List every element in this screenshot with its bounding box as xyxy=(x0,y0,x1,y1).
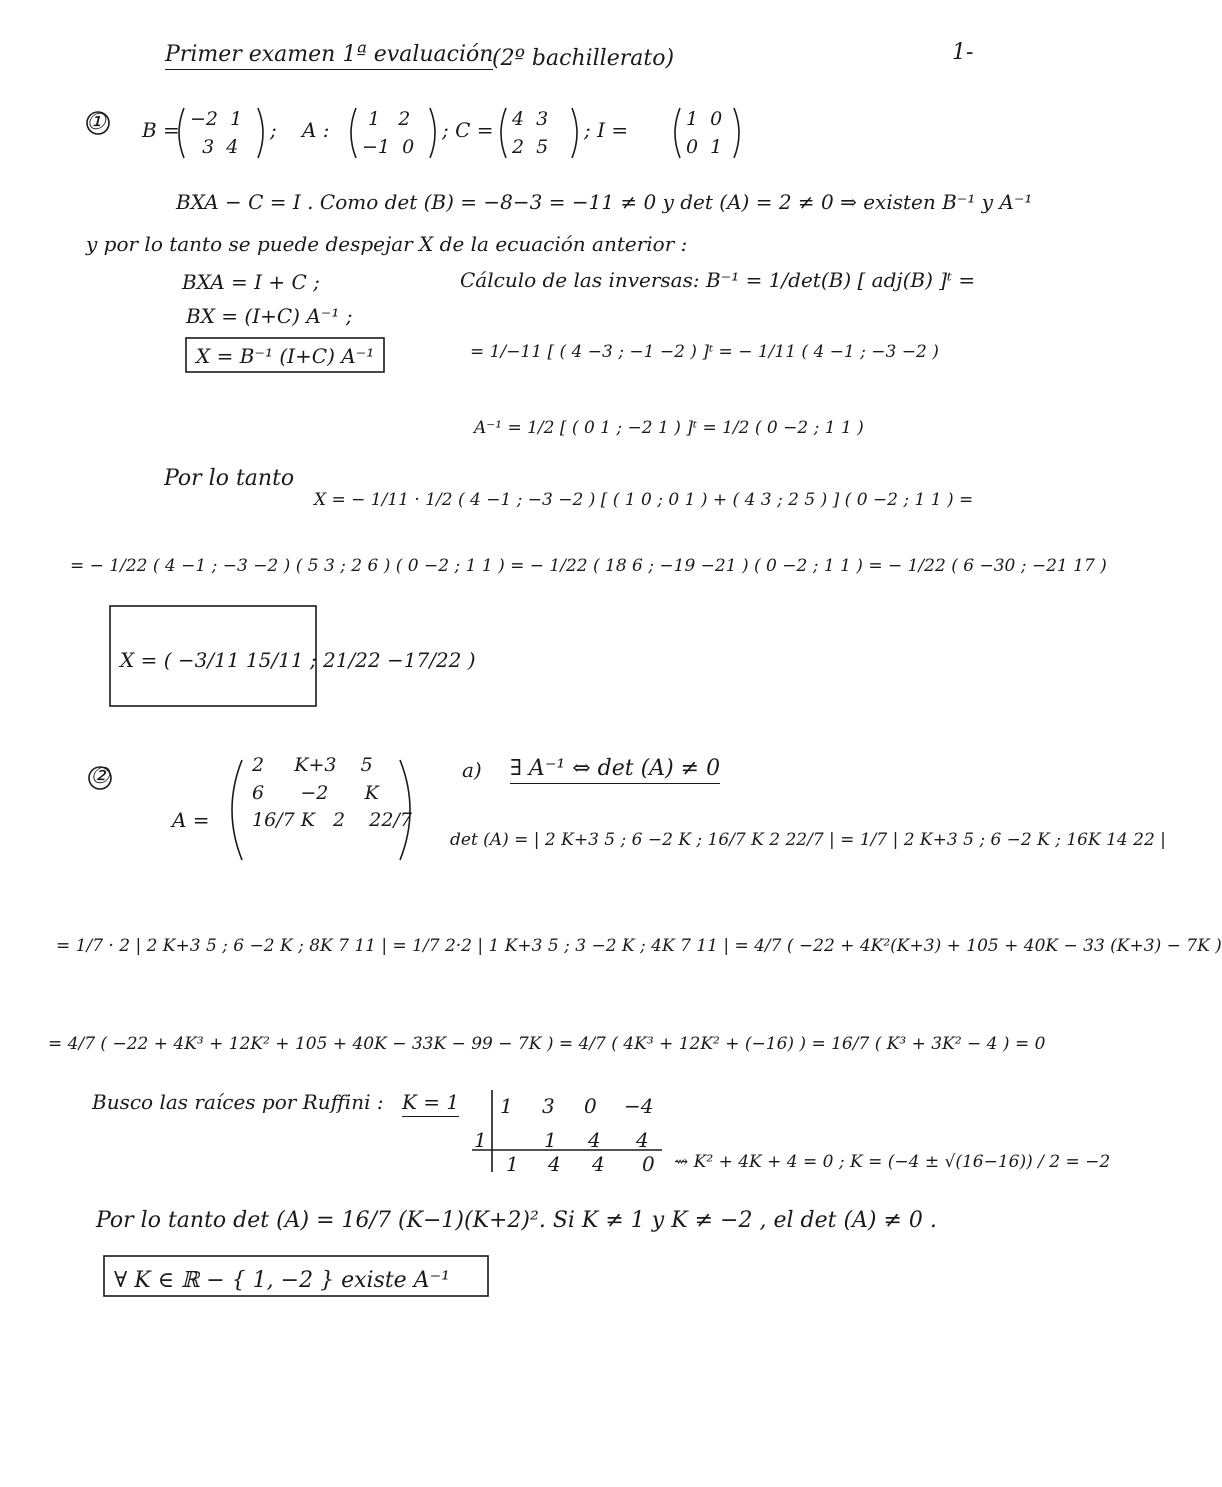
inverse-label: Cálculo de las inversas: B⁻¹ = 1/det(B) [ adj(B) ]ᵗ = xyxy=(460,268,976,292)
exam-subtitle: (2º bachillerato) xyxy=(492,46,675,71)
matrix-a: 1 2 −1 0 xyxy=(362,108,415,158)
p1-line1: BXA − C = I . Como det (B) = −8−3 = −11 ≠ 0 y det (A) = 2 ≠ 0 ⇒ existen B⁻¹ y A⁻¹ xyxy=(176,190,1033,214)
matrix-c: 4 3 2 5 xyxy=(512,108,549,158)
p1-line2: y por lo tanto se puede despejar X de la ecuación anterior : xyxy=(86,232,688,256)
inverse-a: A⁻¹ = 1/2 [ ( 0 1 ; −2 1 ) ]ᵗ = 1/2 ( 0 −2 ; 1 1 ) xyxy=(474,418,864,438)
page-number: 1- xyxy=(952,40,974,65)
ruffini-k: K = 1 xyxy=(402,1090,459,1117)
determinant-step-3: = 4/7 ( −22 + 4K³ + 12K² + 105 + 40K − 33K − 99 − 7K ) = 4/7 ( 4K³ + 12K² + (−16) ) = 16/7 ( K³ + 3K² − 4 ) = 0 xyxy=(48,1034,1046,1054)
bracket xyxy=(351,108,356,158)
circle-marker xyxy=(87,112,109,134)
ruffini-cell: 1 xyxy=(474,1128,487,1152)
conclusion: Por lo tanto det (A) = 16/7 (K−1)(K+2)². Si K ≠ 1 y K ≠ −2 , el det (A) ≠ 0 . xyxy=(96,1208,937,1233)
problem-2-number: ② xyxy=(90,764,110,789)
matrix-b: −2 1 3 4 xyxy=(190,108,243,158)
semicolon: ; C = xyxy=(442,118,494,142)
matrix-a-label: A = xyxy=(172,808,210,832)
matrix-a-k: 2 K+3 5 6 −2 K 16/7 K 2 22/7 xyxy=(252,754,412,832)
ruffini-cell: 4 xyxy=(592,1152,605,1176)
bracket xyxy=(675,108,680,158)
semicolon: ; xyxy=(270,118,277,142)
ruffini-cell: 4 xyxy=(588,1128,601,1152)
part-a-label: a) xyxy=(462,758,482,782)
bracket xyxy=(400,760,410,860)
bracket xyxy=(734,108,739,158)
quadratic-solution: ⇝ K² + 4K + 4 = 0 ; K = (−4 ± √(16−16)) / 2 = −2 xyxy=(674,1152,1111,1172)
ruffini-cell: 4 xyxy=(548,1152,561,1176)
ruffini-label: Busco las raíces por Ruffini : xyxy=(92,1090,384,1114)
answer-box xyxy=(110,606,316,706)
ruffini-cell: 1 xyxy=(500,1094,513,1118)
semicolon: ; I = xyxy=(584,118,629,142)
bracket xyxy=(572,108,577,158)
bracket xyxy=(179,108,184,158)
problem-1-number: ① xyxy=(86,110,106,135)
final-answer-boxed: ∀ K ∈ ℝ − { 1, −2 } existe A⁻¹ xyxy=(114,1268,450,1293)
ruffini-cell: 0 xyxy=(584,1094,597,1118)
bracket xyxy=(501,108,506,158)
determinant-step-1: det (A) = | 2 K+3 5 ; 6 −2 K ; 16/7 K 2 22/7 | = 1/7 | 2 K+3 5 ; 6 −2 K ; 16K 14 22 | xyxy=(450,830,1166,850)
x-expression-2: = − 1/22 ( 4 −1 ; −3 −2 ) ( 5 3 ; 2 6 ) ( 0 −2 ; 1 1 ) = − 1/22 ( 18 6 ; −19 −21 ) ( 0 −2 ; 1 1 ) = − 1/22 ( 6 −30 ; −21 17 ) xyxy=(70,556,1107,576)
ruffini-cell: 1 xyxy=(544,1128,557,1152)
x-expression: X = − 1/11 · 1/2 ( 4 −1 ; −3 −2 ) [ ( 1 0 ; 0 1 ) + ( 4 3 ; 2 5 ) ] ( 0 −2 ; 1 1 ) = xyxy=(314,490,974,510)
ruffini-cell: 1 xyxy=(506,1152,519,1176)
part-a-condition: ∃ A⁻¹ ⇔ det (A) ≠ 0 xyxy=(510,756,720,784)
p1-step1: BXA = I + C ; xyxy=(182,270,320,294)
ruffini-cell: 4 xyxy=(636,1128,649,1152)
answer-box xyxy=(186,338,384,372)
label-a: A : xyxy=(302,118,330,142)
p1-step2: BX = (I+C) A⁻¹ ; xyxy=(186,304,353,328)
bracket xyxy=(232,760,242,860)
por-lo-tanto: Por lo tanto xyxy=(164,466,295,491)
bracket xyxy=(430,108,435,158)
circle-marker xyxy=(89,767,111,789)
ruffini-cell: 3 xyxy=(542,1094,555,1118)
x-result-boxed: X = ( −3/11 15/11 ; 21/22 −17/22 ) xyxy=(120,648,476,672)
matrix-i: 1 0 0 1 xyxy=(686,108,723,158)
exam-title: Primer examen 1ª evaluación xyxy=(165,42,493,70)
inverse-b: = 1/−11 [ ( 4 −3 ; −1 −2 ) ]ᵗ = − 1/11 ( 4 −1 ; −3 −2 ) xyxy=(470,342,939,362)
label-b: B = xyxy=(142,118,180,142)
bracket xyxy=(258,108,263,158)
determinant-step-2: = 1/7 · 2 | 2 K+3 5 ; 6 −2 K ; 8K 7 11 | = 1/7 2·2 | 1 K+3 5 ; 3 −2 K ; 4K 7 11 | = 4/7 ( −22 + 4K²(K+3) + 105 + 40K − 33 (K+3) − 7K ) xyxy=(56,936,1222,956)
answer-box xyxy=(104,1256,488,1296)
ruffini-cell: 0 xyxy=(642,1152,655,1176)
ruffini-cell: −4 xyxy=(624,1094,654,1118)
p1-step3-boxed: X = B⁻¹ (I+C) A⁻¹ xyxy=(196,344,375,368)
